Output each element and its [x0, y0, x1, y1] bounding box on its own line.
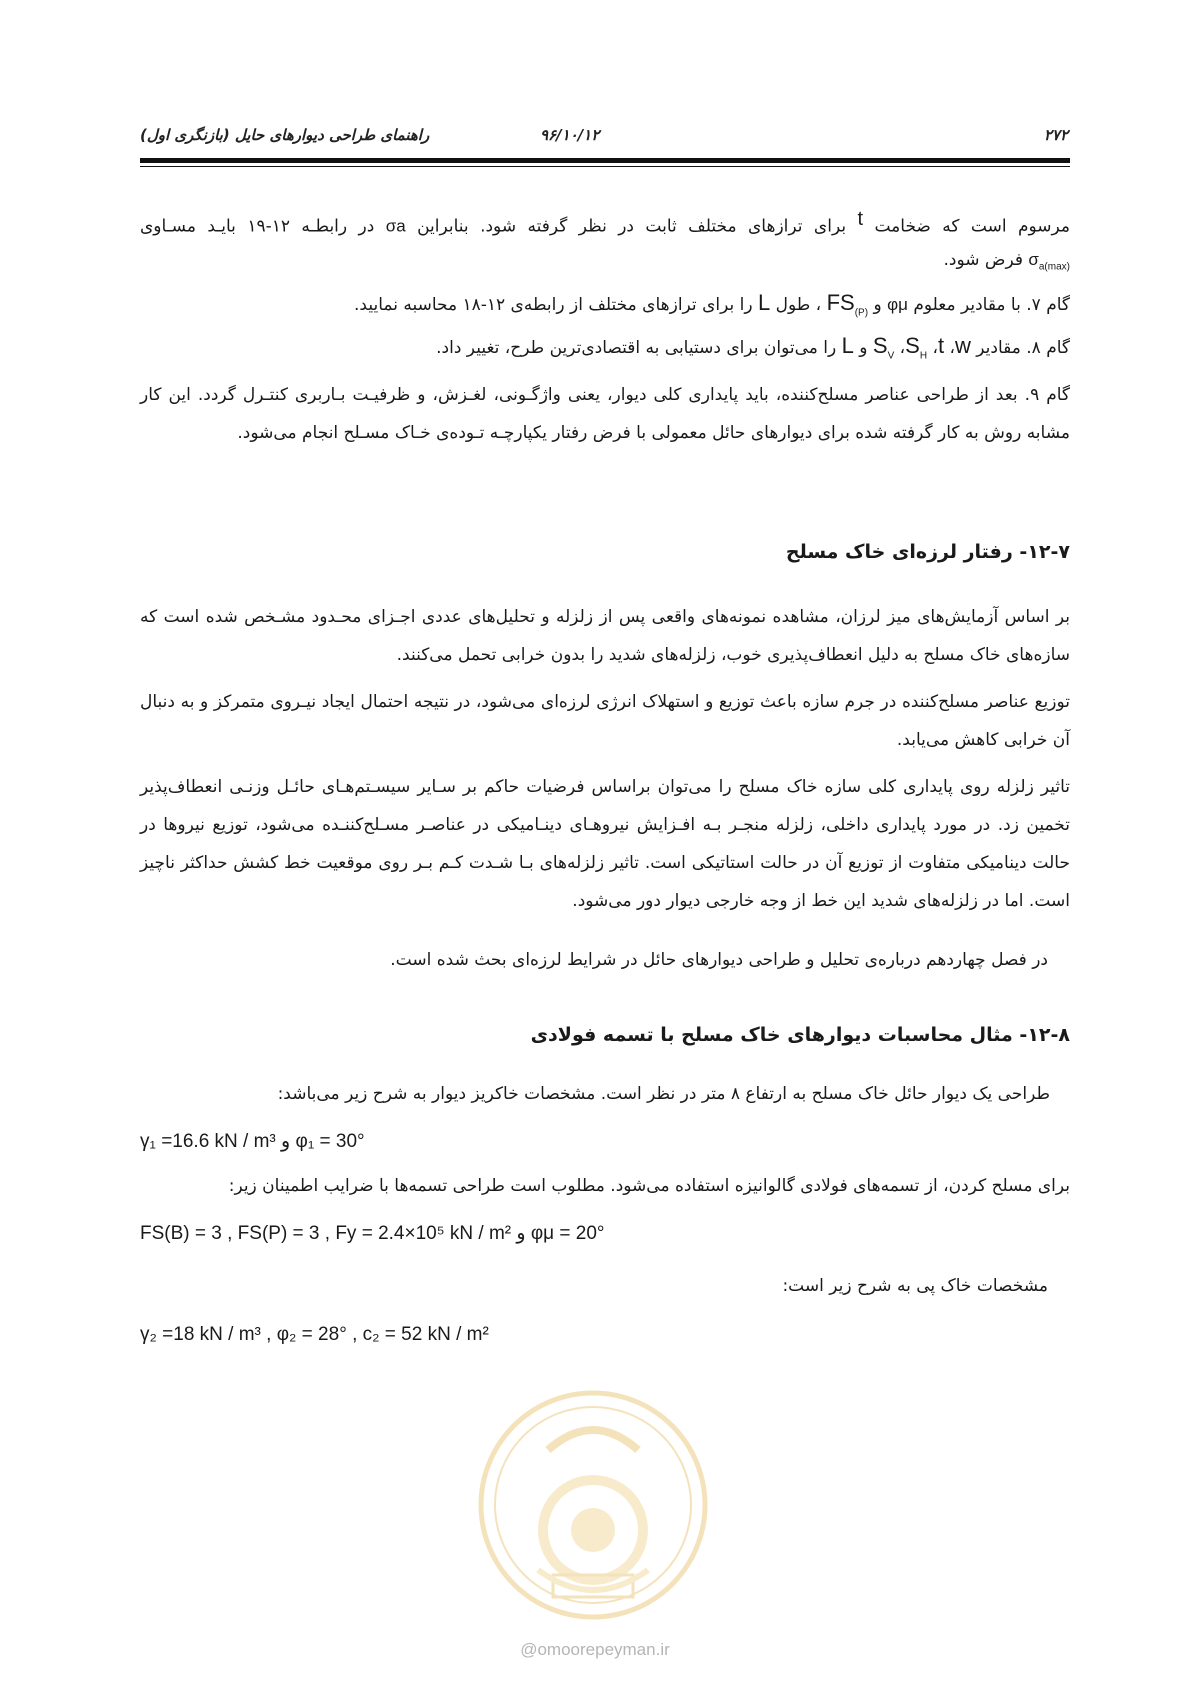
step-8: گام ۸. مقادیر w، t، $S_H،$ $S_V$ و L را می‌توان برای دستیابی به اقتصادی‌ترین طرح، تغییر داد. — [436, 333, 1070, 362]
watermark-logo — [468, 1380, 718, 1630]
section-7-paragraph-1: بر اساس آزمایش‌های میز لرزان، مشاهده نمونه‌های واقعی پس از زلزله و تحلیل‌های عددی اجـزای محـدود مشـخص شده است که سازه‌های خاک مسلح به دلیل انعطاف‌پذیری خوب، زلزله‌های شدید را بدون خرابی تحمل می‌کنند. — [140, 607, 1070, 665]
step-8-text-a: گام ۸. مقادیر — [976, 338, 1070, 358]
header-rule-thick — [140, 158, 1070, 163]
page-number: ۲۷۲ — [1043, 126, 1068, 144]
step-7 — [354, 290, 1070, 318]
watermark-text: @omoorepeyman.ir — [520, 1640, 670, 1659]
symbol-t-2: t — [937, 333, 945, 358]
section-8-heading: ۱۲-۸- مثال محاسبات دیوارهای خاک مسلح با تسمه فولادی — [530, 1024, 1070, 1046]
symbol-L-2: L — [841, 333, 854, 358]
section-7-paragraph-2: توزیع عناصر مسلح‌کننده در جرم سازه باعث توزیع و استهلاک انرژی لرزه‌ای می‌شود، در نتیجه احتمال ایجاد نیـروی متمرکز و به دنبال آن خرابی کاهش می‌یابد. — [140, 692, 1070, 750]
symbol-L: L — [757, 290, 771, 315]
section-7-paragraph-3: تاثیر زلزله روی پایداری کلی سازه خاک مسلح را می‌توان براساس فرضیات حاکم بر سـایر سیسـتم‌هـای حائـل وزنـی انعطاف‌پذیر تخمین زد. در مورد پایداری داخلی، زلزله منجـر بـه افـزایش نیروهـای دینـامیکی در عناصـر مسـلح‌کننـده می‌شود، توزیع نیروها در حالت دینامیکی متفاوت از توزیع آن در حالت استاتیکی است. تاثیر زلزله‌های بـا شـدت کـم بـر روی موقعیت خط کشش حداکثر ناچیز است. اما در زلزله‌های شدید این خط از وجه خارجی دیوار دور می‌شود. — [140, 777, 1070, 911]
intro-text-c: در رابطـه ۱۲-۱۹ بایـد مسـاوی — [140, 216, 375, 237]
intro-text-d: فرض شود. — [943, 250, 1023, 270]
header-rule-thin — [140, 166, 1070, 167]
section-8-paragraph-3: مشخصات خاک پی به شرح زیر است: — [782, 1276, 1048, 1296]
intro-line-2 — [944, 250, 1071, 272]
header-date: ۹۶/۱۰/۱۲ — [540, 126, 600, 144]
step-8-and: و — [859, 338, 868, 358]
section-7-heading: ۱۲-۷- رفتار لرزه‌ای خاک مسلح — [785, 541, 1070, 563]
intro-line-1 — [140, 208, 1070, 237]
step-7-and: و — [873, 295, 882, 315]
step-7-text-c: را برای ترازهای مختلف از رابطه‌ی ۱۲-۱۸ محاسبه نمایید. — [354, 295, 753, 315]
step-7-text-a: گام ۷. با مقادیر معلوم — [913, 295, 1070, 315]
equation-safety-factors: FS(B) = 3 , FS(P) = 3 , Fy = 2.4×10⁵ kN / m² و φμ = 20° — [140, 1223, 605, 1244]
intro-text-a: مرسوم است که ضخامت — [874, 216, 1071, 237]
intro-text-b: برای ترازهای مختلف ثابت در نظر گرفته شود. بنابراین — [417, 216, 847, 237]
step-7-text-b: ، طول — [775, 295, 822, 315]
symbol-t: t — [857, 208, 864, 230]
step-8-text-b: را می‌توان برای دستیابی به اقتصادی‌ترین طرح، تغییر داد. — [436, 338, 837, 358]
symbol-w: w — [954, 333, 971, 358]
equation-foundation-soil: γ₂ =18 kN / m³ , φ₂ = 28° , c₂ = 52 kN / m² — [140, 1324, 489, 1345]
step-9: گام ۹. بعد از طراحی عناصر مسلح‌کننده، باید پایداری کلی دیوار، یعنی واژگـونی، لغـزش، و ظرفیـت بـاربری کنتـرل گردد. این کار مشابه روش به کار گرفته شده برای دیوارهای حائل معمولی با فرض رفتار یکپارچـه تـوده‌ی خـاک مسـلح انجام می‌شود. — [140, 385, 1070, 443]
symbol-sh: $S_H$ — [905, 333, 928, 362]
symbol-fs-p: $FS_{(P)}$ — [826, 290, 869, 319]
symbol-sigma-a: σa — [385, 216, 406, 236]
symbol-phi-mu: φμ — [887, 295, 908, 314]
section-7-paragraph-4: در فصل چهاردهم درباره‌ی تحلیل و طراحی دیوارهای حائل در شرایط لرزه‌ای بحث شده است. — [390, 950, 1048, 970]
header-title: راهنمای طراحی دیوارهای حایل (بازنگری اول) — [140, 126, 430, 144]
symbol-sigma-amax: $\sigma_{a(max)}$ — [1028, 250, 1070, 273]
equation-backfill: γ₁ =16.6 kN / m³ و φ₁ = 30° — [140, 1131, 365, 1152]
section-8-paragraph-2: برای مسلح کردن، از تسمه‌های فولادی گالوانیزه استفاده می‌شود. مطلوب است طراحی تسمه‌ها با ضرایب اطمینان زیر: — [228, 1176, 1070, 1196]
symbol-sv: $S_V$ — [872, 333, 895, 362]
section-8-paragraph-1: طراحی یک دیوار حائل خاک مسلح به ارتفاع ۸ متر در نظر است. مشخصات خاکریز دیوار به شرح زیر می‌باشد: — [277, 1084, 1050, 1104]
